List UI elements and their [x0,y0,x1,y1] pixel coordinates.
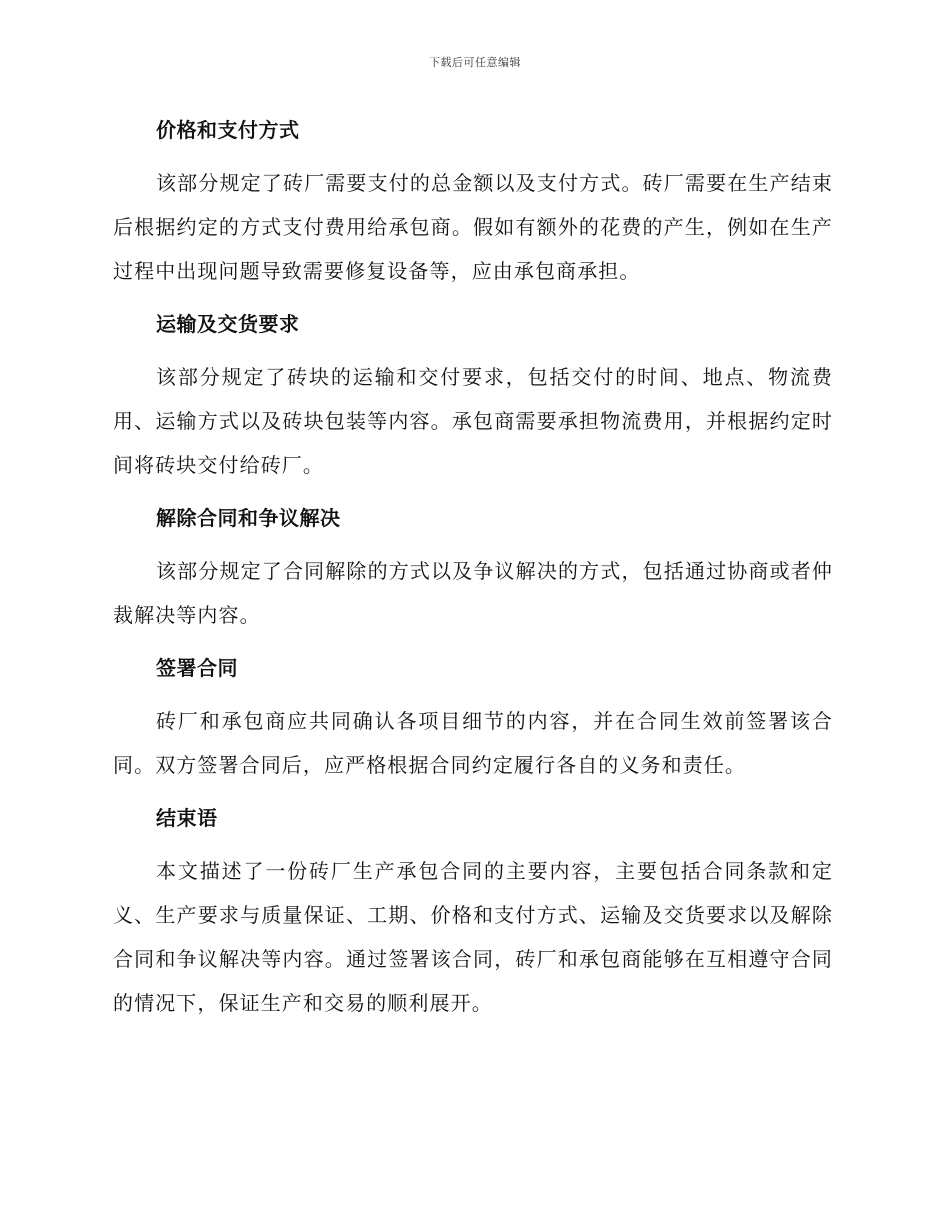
section-body-transport-delivery: 该部分规定了砖块的运输和交付要求，包括交付的时间、地点、物流费用、运输方式以及砖块包装等内容。承包商需要承担物流费用，并根据约定时间将砖块交付给砖厂。 [113,365,833,477]
section-title-signing: 签署合同 [156,656,238,680]
section-title-conclusion: 结束语 [156,806,218,830]
section-body-conclusion: 本文描述了一份砖厂生产承包合同的主要内容，主要包括合同条款和定义、生产要求与质量保证、工期、价格和支付方式、运输及交货要求以及解除合同和争议解决等内容。通过签署该合同，砖厂和承包商能够在互相遵守合同的情况下，保证生产和交易的顺利展开。 [113,859,833,1015]
section-title-price-payment: 价格和支付方式 [156,118,300,142]
section-body-signing: 砖厂和承包商应共同确认各项目细节的内容，并在合同生效前签署该合同。双方签署合同后，应严格根据合同约定履行各自的义务和责任。 [113,709,833,777]
section-title-termination-dispute: 解除合同和争议解决 [156,506,341,530]
section-body-termination-dispute: 该部分规定了合同解除的方式以及争议解决的方式，包括通过协商或者仲裁解决等内容。 [113,559,833,627]
section-title-transport-delivery: 运输及交货要求 [156,312,300,336]
page-header: 下载后可任意编辑 [429,56,521,69]
document-body [113,108,833,1034]
section-body-price-payment: 该部分规定了砖厂需要支付的总金额以及支付方式。砖厂需要在生产结束后根据约定的方式支付费用给承包商。假如有额外的花费的产生，例如在生产过程中出现问题导致需要修复设备等，应由承包商承担。 [113,171,833,283]
